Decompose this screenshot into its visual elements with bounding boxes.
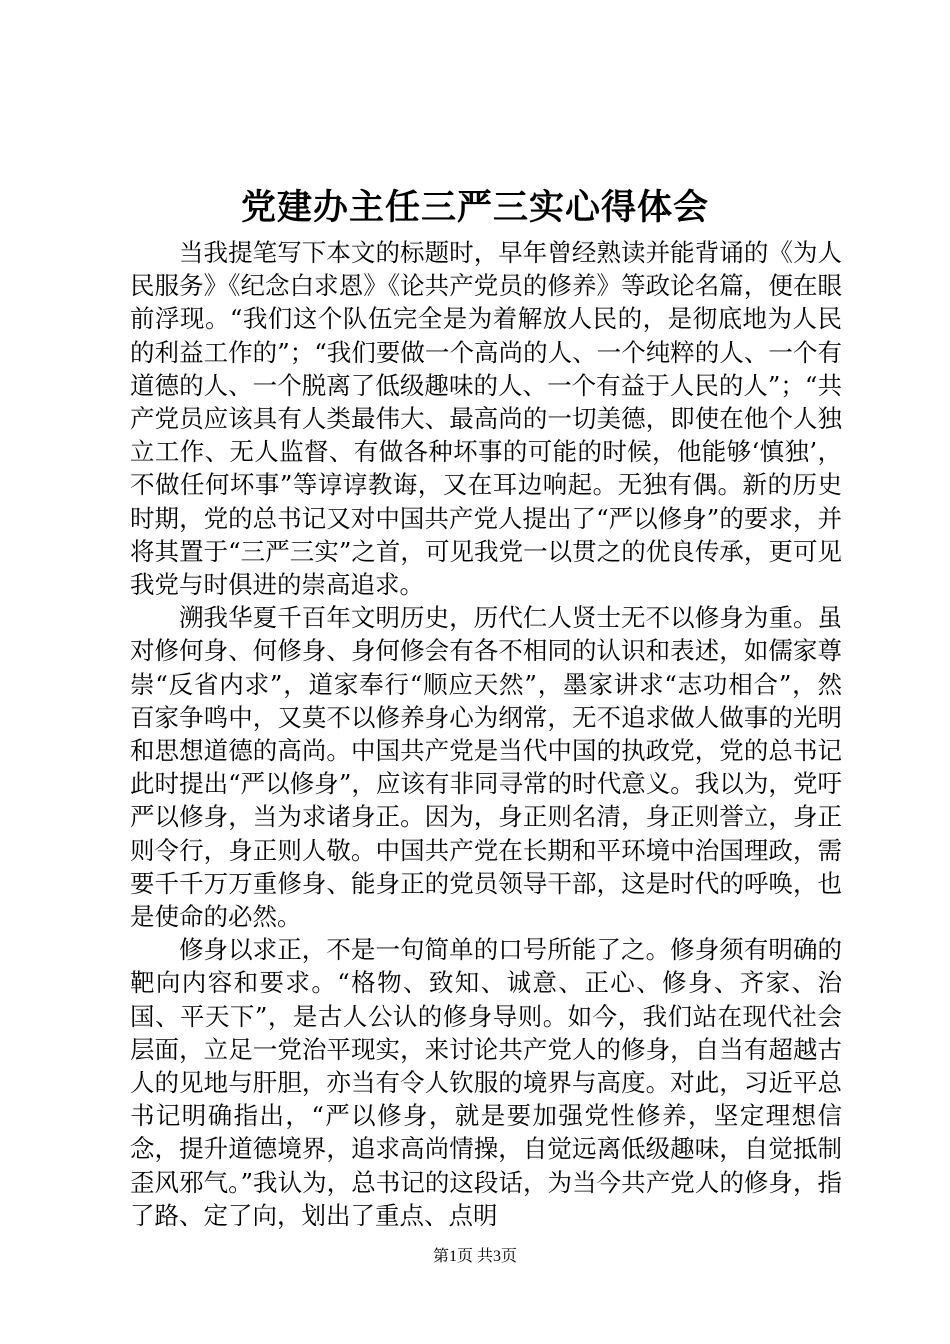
page-number-footer: 第1页 共3页 bbox=[432, 1248, 517, 1265]
document-title: 党建办主任三严三实心得体会 bbox=[240, 187, 709, 228]
paragraph: 修身以求正，不是一句简单的口号所能了之。修身须有明确的靶向内容和要求。“格物、致知、诚意、正心、修身、齐家、治国、平天下”，是古人公认的修身导则。如今，我们站在现代社会层面，立足一党治平现实，来讨论共产党人的修身，自当有超越古人的见地与肝胆，亦当有令人钦服的境界与高度。对此，习近平总书记明确指出，“严以修身，就是要加强党性修养，坚定理想信念，提升道德境界，追求高尚情操，自觉远离低级趣味，自觉抵制歪风邪气。”我认为，总书记的这段话，为当今共产党人的修身，指了路、定了向，划出了重点、点明 bbox=[130, 935, 842, 1230]
document-body bbox=[130, 236, 842, 1232]
paragraph: 当我提笔写下本文的标题时，早年曾经熟读并能背诵的《为人民服务》《纪念白求恩》《论共产党员的修养》等政论名篇，便在眼前浮现。“我们这个队伍完全是为着解放人民的，是彻底地为人民的利益工作的”；“我们要做一个高尚的人、一个纯粹的人、一个有道德的人、一个脱离了低级趣味的人、一个有益于人民的人”；“共产党员应该具有人类最伟大、最高尚的一切美德，即使在他个人独立工作、无人监督、有做各种坏事的可能的时候，他能够‘慎独’，不做任何坏事”等谆谆教诲，又在耳边响起。无独有偶。新的历史时期，党的总书记又对中国共产党人提出了“严以修身”的要求，并将其置于“三严三实”之首，可见我党一以贯之的优良传承，更可见我党与时俱进的崇高追求。 bbox=[130, 238, 842, 600]
paragraph: 溯我华夏千百年文明历史，历代仁人贤士无不以修身为重。虽对修何身、何修身、身何修会有各不相同的认识和表述，如儒家尊崇“反省内求”，道家奉行“顺应天然”，墨家讲求“志功相合”，然百家争鸣中，又莫不以修养身心为纲常，无不追求做人做事的光明和思想道德的高尚。中国共产党是当代中国的执政党，党的总书记此时提出“严以修身”，应该有非同寻常的时代意义。我以为，党吁严以修身，当为求诸身正。因为，身正则名清，身正则誉立，身正则令行，身正则人敬。中国共产党在长期和平环境中治国理政，需要千千万万重修身、能身正的党员领导干部，这是时代的呼唤，也是使命的必然。 bbox=[130, 603, 842, 932]
